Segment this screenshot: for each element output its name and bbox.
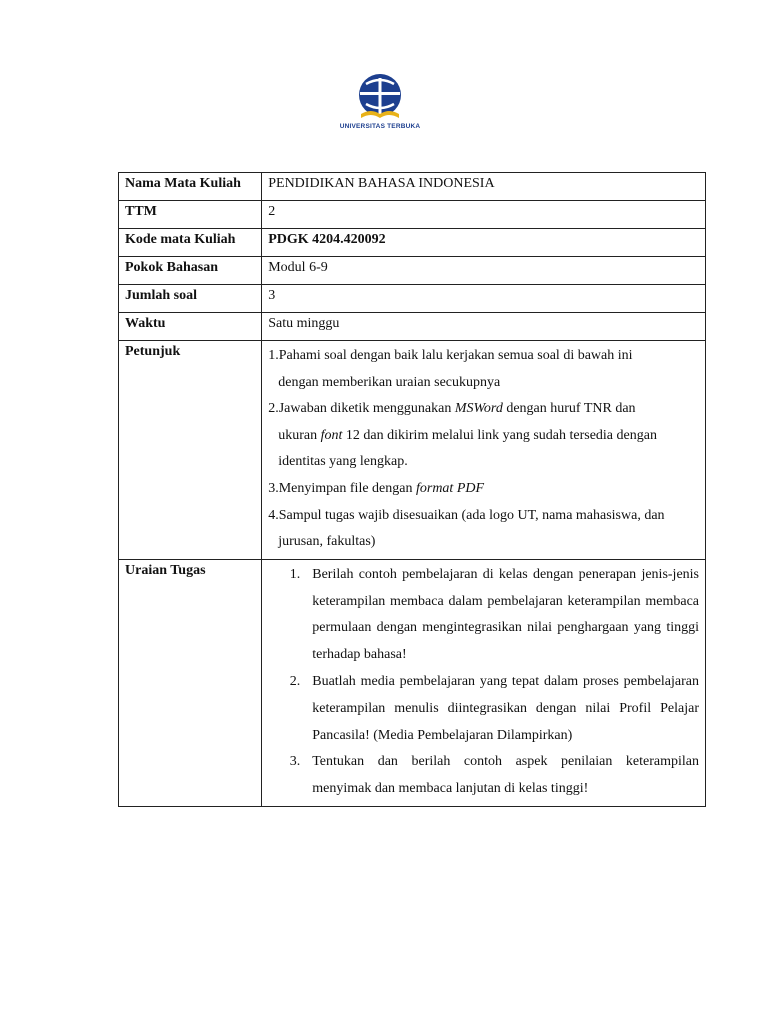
- logo-caption: UNIVERSITAS TERBUKA: [339, 123, 421, 130]
- table-row: [119, 173, 706, 201]
- task-text: Buatlah media pembelajaran yang tepat dalam proses pembelajaran keterampilan menulis diintegrasikan dengan nilai Profil Pelajar Pancasila! (Media Pembelajaran Dilampirkan): [312, 673, 699, 743]
- time-value: Satu minggu: [262, 313, 706, 341]
- course-name-value: PENDIDIKAN BAHASA INDONESIA: [262, 173, 706, 201]
- assignment-table: [118, 172, 706, 807]
- row-label: Pokok Bahasan: [119, 257, 262, 285]
- course-code-value: PDGK 4204.420092: [262, 229, 706, 257]
- task-number: 2.: [289, 673, 301, 689]
- question-count-value: 3: [262, 285, 706, 313]
- task-text: Tentukan dan berilah contoh aspek penilaian keterampilan menyimak dan membaca lanjutan di kelas tinggi!: [312, 754, 699, 797]
- row-label: Jumlah soal: [119, 285, 262, 313]
- row-label: Uraian Tugas: [119, 559, 262, 806]
- task-number: 1.: [289, 566, 301, 582]
- instruction-line: ukuran font 12 dan dikirim melalui link yang sudah tersedia dengan: [278, 427, 657, 443]
- row-label: Petunjuk: [119, 341, 262, 560]
- instruction-line: 1.Pahami soal dengan baik lalu kerjakan semua soal di bawah ini: [268, 348, 633, 363]
- task-list: [268, 562, 699, 803]
- list-item: [268, 749, 699, 803]
- list-item: [268, 562, 699, 669]
- instruction-line: dengan memberikan uraian secukupnya: [278, 374, 501, 390]
- table-row: [119, 313, 706, 341]
- instruction-line: 3.Menyimpan file dengan format PDF: [268, 480, 485, 496]
- table-row: [119, 257, 706, 285]
- topic-value: Modul 6-9: [262, 257, 706, 285]
- table-row: [119, 341, 706, 560]
- instructions-value: [262, 341, 706, 560]
- ttm-value: 2: [262, 201, 706, 229]
- task-number: 3.: [289, 754, 301, 770]
- tasks-value: [262, 559, 706, 806]
- table-row: [119, 559, 706, 806]
- instruction-line: 4.Sampul tugas wajib disesuaikan (ada logo UT, nama mahasiswa, dan: [268, 507, 665, 523]
- instruction-line: identitas yang lengkap.: [278, 454, 408, 470]
- university-logo: [330, 72, 430, 142]
- row-label: Waktu: [119, 313, 262, 341]
- table-row: [119, 201, 706, 229]
- instruction-line: jurusan, fakultas): [278, 534, 376, 550]
- university-emblem-icon: [357, 72, 403, 122]
- instruction-line: 2.Jawaban diketik menggunakan MSWord dengan huruf TNR dan: [268, 401, 636, 417]
- row-label: Kode mata Kuliah: [119, 229, 262, 257]
- list-item: [268, 669, 699, 749]
- task-text: Berilah contoh pembelajaran di kelas dengan penerapan jenis-jenis keterampilan membaca dalam pembelajaran keterampilan membaca permulaan dengan mengintegrasikan nilai penghargaan yang tinggi terhadap bahasa!: [312, 566, 699, 663]
- table-row: [119, 285, 706, 313]
- row-label: TTM: [119, 201, 262, 229]
- table-row: [119, 229, 706, 257]
- row-label: Nama Mata Kuliah: [119, 173, 262, 201]
